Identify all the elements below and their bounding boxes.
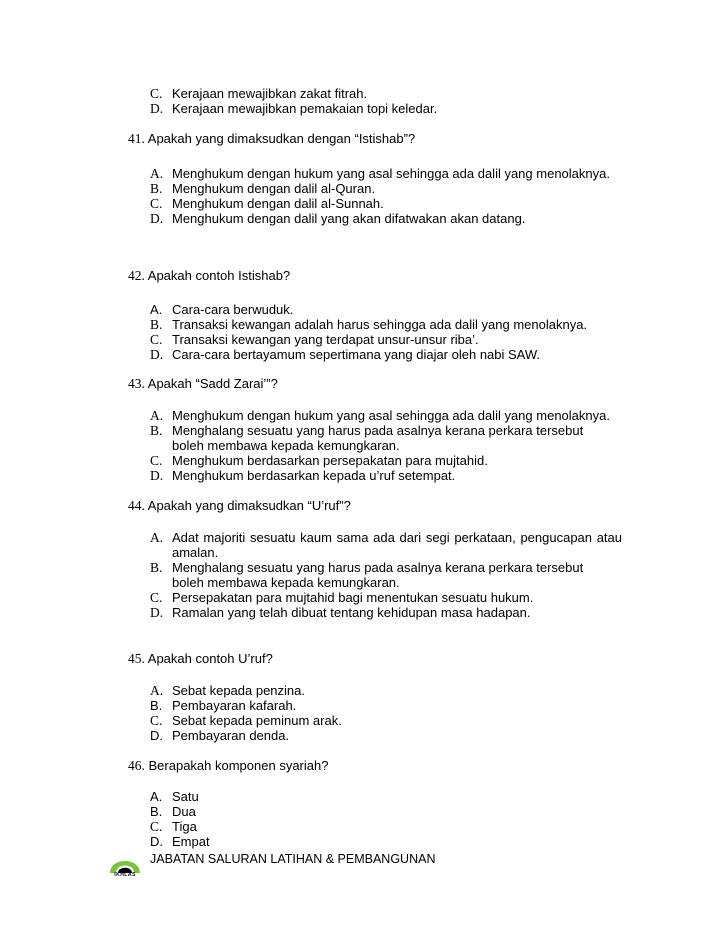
option-text: Cara-cara bertayamum sepertimana yang diajar oleh nabi SAW.: [172, 347, 541, 362]
option-text: Kerajaan mewajibkan zakat fitrah.: [172, 86, 368, 101]
option-text: Satu: [172, 789, 199, 804]
option-text: boleh membawa kepada kemungkaran.: [172, 438, 400, 453]
option-text: Empat: [172, 834, 210, 849]
option-label: D.: [150, 728, 163, 743]
option-text: Menghukum dengan hukum yang asal sehingga ada dalil yang menolaknya.: [172, 408, 610, 423]
option-text: Cara-cara berwuduk.: [172, 302, 294, 317]
option-text: Sebat kepada penzina.: [172, 683, 305, 698]
option-text: Ramalan yang telah dibuat tentang kehidupan masa hadapan.: [172, 605, 531, 620]
option-label: C.: [150, 713, 163, 728]
option-label: C.: [150, 453, 163, 468]
question-text: Apakah yang dimaksudkan “U’ruf”?: [147, 498, 351, 513]
option-text: Transaksi kewangan adalah harus sehingga ada dalil yang menolaknya.: [172, 317, 588, 332]
option-text: amalan.: [172, 545, 219, 560]
footer-text: JABATAN SALURAN LATIHAN & PEMBANGUNAN: [150, 852, 436, 866]
question-number: 41.: [128, 131, 145, 146]
option-label: C.: [150, 590, 163, 605]
option-label: B.: [150, 317, 163, 332]
question-number: 43.: [128, 376, 145, 391]
option-text: Menghukum dengan dalil al-Quran.: [172, 181, 376, 196]
question-text: Berapakah komponen syariah?: [148, 758, 329, 773]
option-label: D.: [150, 605, 164, 620]
option-text: Transaksi kewangan yang terdapat unsur-unsur riba’.: [172, 332, 479, 347]
option-text: Menghukum dengan dalil al-Sunnah.: [172, 196, 384, 211]
option-label: D.: [150, 101, 164, 116]
question-number: 44.: [128, 498, 145, 513]
question-42: [128, 268, 290, 283]
option-label: C.: [150, 332, 163, 347]
option-label: A.: [150, 530, 164, 545]
question-number: 46.: [128, 758, 145, 773]
option-label: D.: [150, 211, 164, 226]
option-label: A.: [150, 408, 164, 423]
option-text: Persepakatan para mujtahid bagi menentukan sesuatu hukum.: [172, 590, 534, 605]
option-text: Menghalang sesuatu yang harus pada asalnya kerana perkara tersebut: [172, 423, 584, 438]
option-text: Adat majoriti sesuatu kaum sama ada dari segi perkataan, pengucapan atau: [172, 530, 622, 545]
option-label: A.: [150, 789, 163, 804]
option-text: Dua: [172, 804, 196, 819]
option-text: Menghalang sesuatu yang harus pada asalnya kerana perkara tersebut: [172, 560, 584, 575]
option-label: B.: [150, 804, 163, 819]
question-44: [128, 498, 351, 513]
question-43: [128, 376, 278, 391]
option-text: Menghukum berdasarkan persepakatan para mujtahid.: [172, 453, 488, 468]
question-number: 42.: [128, 268, 145, 283]
question-text: Apakah contoh U’ruf?: [147, 651, 273, 666]
option-label: D.: [150, 834, 163, 849]
option-label: B.: [150, 181, 163, 196]
option-text: Menghukum dengan hukum yang asal sehingga ada dalil yang menolaknya.: [172, 166, 610, 181]
option-label: D.: [150, 468, 164, 483]
option-label: A.: [150, 683, 164, 698]
option-label: C.: [150, 819, 163, 834]
option-text: Tiga: [172, 819, 197, 834]
option-text: boleh membawa kepada kemungkaran.: [172, 575, 400, 590]
option-label: C.: [150, 196, 163, 211]
option-text: Menghukum dengan dalil yang akan difatwakan akan datang.: [172, 211, 526, 226]
logo-text: IKHLAS: [114, 872, 136, 878]
option-text: Menghukum berdasarkan kepada u’ruf setempat.: [172, 468, 456, 483]
option-label: B.: [150, 560, 163, 575]
option-text: Pembayaran kafarah.: [172, 698, 297, 713]
question-46: [128, 758, 328, 773]
option-text: Sebat kepada peminum arak.: [172, 713, 342, 728]
option-label: B.: [150, 423, 163, 438]
question-41: [128, 131, 415, 146]
question-45: [128, 651, 273, 666]
question-text: Apakah “Sadd Zarai’”?: [147, 376, 278, 391]
option-text: Pembayaran denda.: [172, 728, 290, 743]
question-text: Apakah yang dimaksudkan dengan “Istishab”?: [147, 131, 416, 146]
question-text: Apakah contoh Istishab?: [147, 268, 291, 283]
option-label: D.: [150, 347, 164, 362]
question-number: 45.: [128, 651, 145, 666]
option-label: C.: [150, 86, 163, 101]
option-label: A.: [150, 166, 164, 181]
option-label: B.: [150, 698, 163, 713]
option-text: Kerajaan mewajibkan pemakaian topi keledar.: [172, 101, 438, 116]
option-label: A.: [150, 302, 163, 317]
